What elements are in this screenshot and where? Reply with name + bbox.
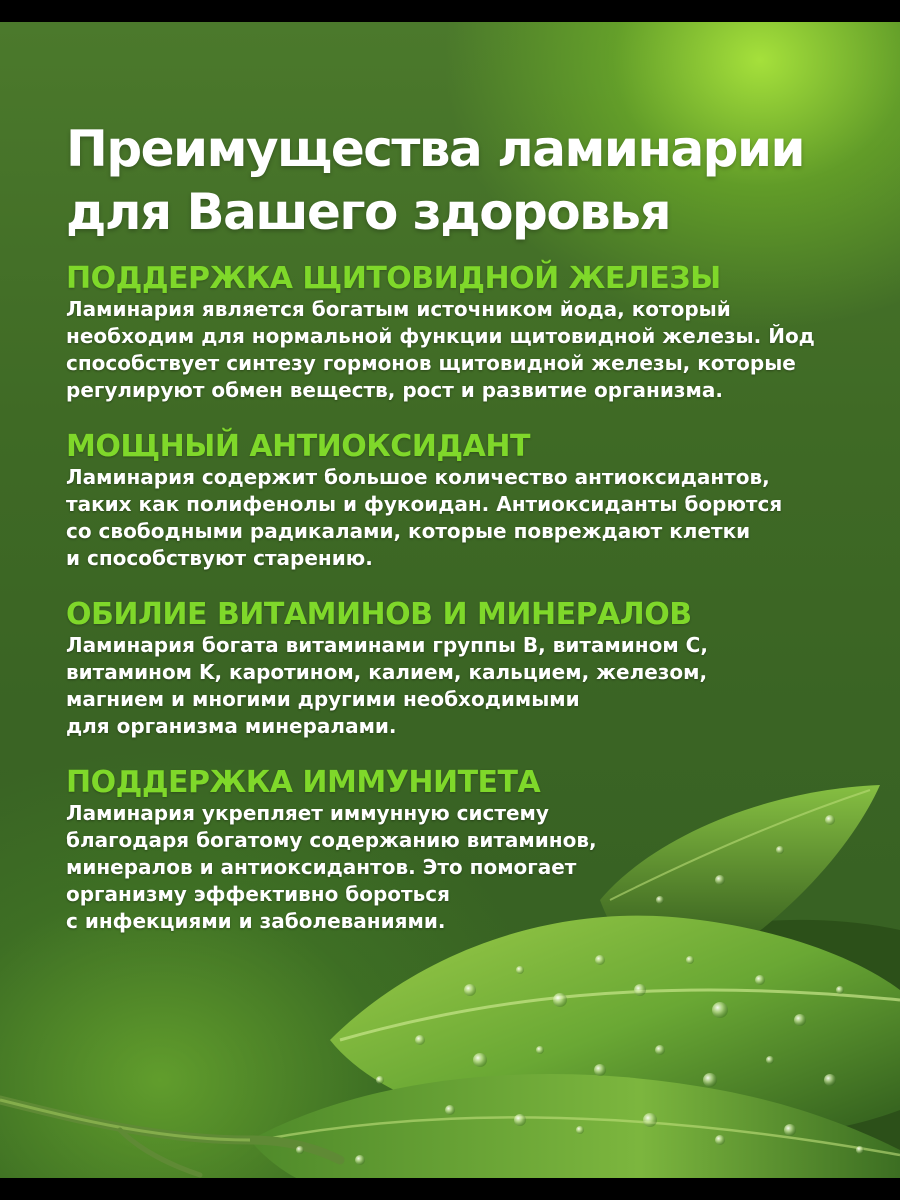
- section-text-line: с инфекциями и заболеваниями.: [66, 909, 446, 933]
- benefit-immunity-section: [66, 766, 866, 935]
- section-text-line: Ламинария богата витаминами группы B, витамином C,: [66, 633, 708, 657]
- section-text-line: способствует синтезу гормонов щитовидной железы, которые: [66, 351, 796, 375]
- section-text-line: таких как полифенолы и фукоидан. Антиоксиданты борются: [66, 492, 783, 516]
- title-line: для Вашего здоровья: [66, 183, 671, 241]
- section-heading: ПОДДЕРЖКА ЩИТОВИДНОЙ ЖЕЛЕЗЫ: [66, 261, 721, 296]
- benefit-thyroid-section: [66, 262, 866, 404]
- top-black-bar: [0, 0, 900, 22]
- section-text-line: Ламинария является богатым источником йода, который: [66, 297, 731, 321]
- section-text-line: Ламинария укрепляет иммунную систему: [66, 801, 549, 825]
- section-text-line: со свободными радикалами, которые повреждают клетки: [66, 519, 751, 543]
- section-heading: ОБИЛИЕ ВИТАМИНОВ И МИНЕРАЛОВ: [66, 597, 692, 632]
- section-text-line: и способствуют старению.: [66, 546, 373, 570]
- section-text-line: минералов и антиоксидантов. Это помогает: [66, 855, 577, 879]
- section-text-line: магнием и многими другими необходимыми: [66, 687, 580, 711]
- title-line: Преимущества ламинарии: [66, 120, 805, 178]
- section-text-line: необходим для нормальной функции щитовидной железы. Йод: [66, 324, 815, 348]
- section-text-line: регулируют обмен веществ, рост и развитие организма.: [66, 378, 723, 402]
- page-title: [66, 118, 866, 244]
- section-heading: ПОДДЕРЖКА ИММУНИТЕТА: [66, 765, 541, 800]
- text-content: [66, 118, 866, 961]
- section-text-line: благодаря богатому содержанию витаминов,: [66, 828, 597, 852]
- section-text-line: Ламинария содержит большое количество антиоксидантов,: [66, 465, 770, 489]
- bottom-black-bar: [0, 1178, 900, 1200]
- benefit-vitamins-section: [66, 598, 866, 740]
- section-text-line: организму эффективно бороться: [66, 882, 450, 906]
- section-text-line: для организма минералами.: [66, 714, 397, 738]
- section-text-line: витамином K, каротином, калием, кальцием, железом,: [66, 660, 708, 684]
- section-heading: МОЩНЫЙ АНТИОКСИДАНТ: [66, 429, 530, 464]
- benefit-antioxidant-section: [66, 430, 866, 572]
